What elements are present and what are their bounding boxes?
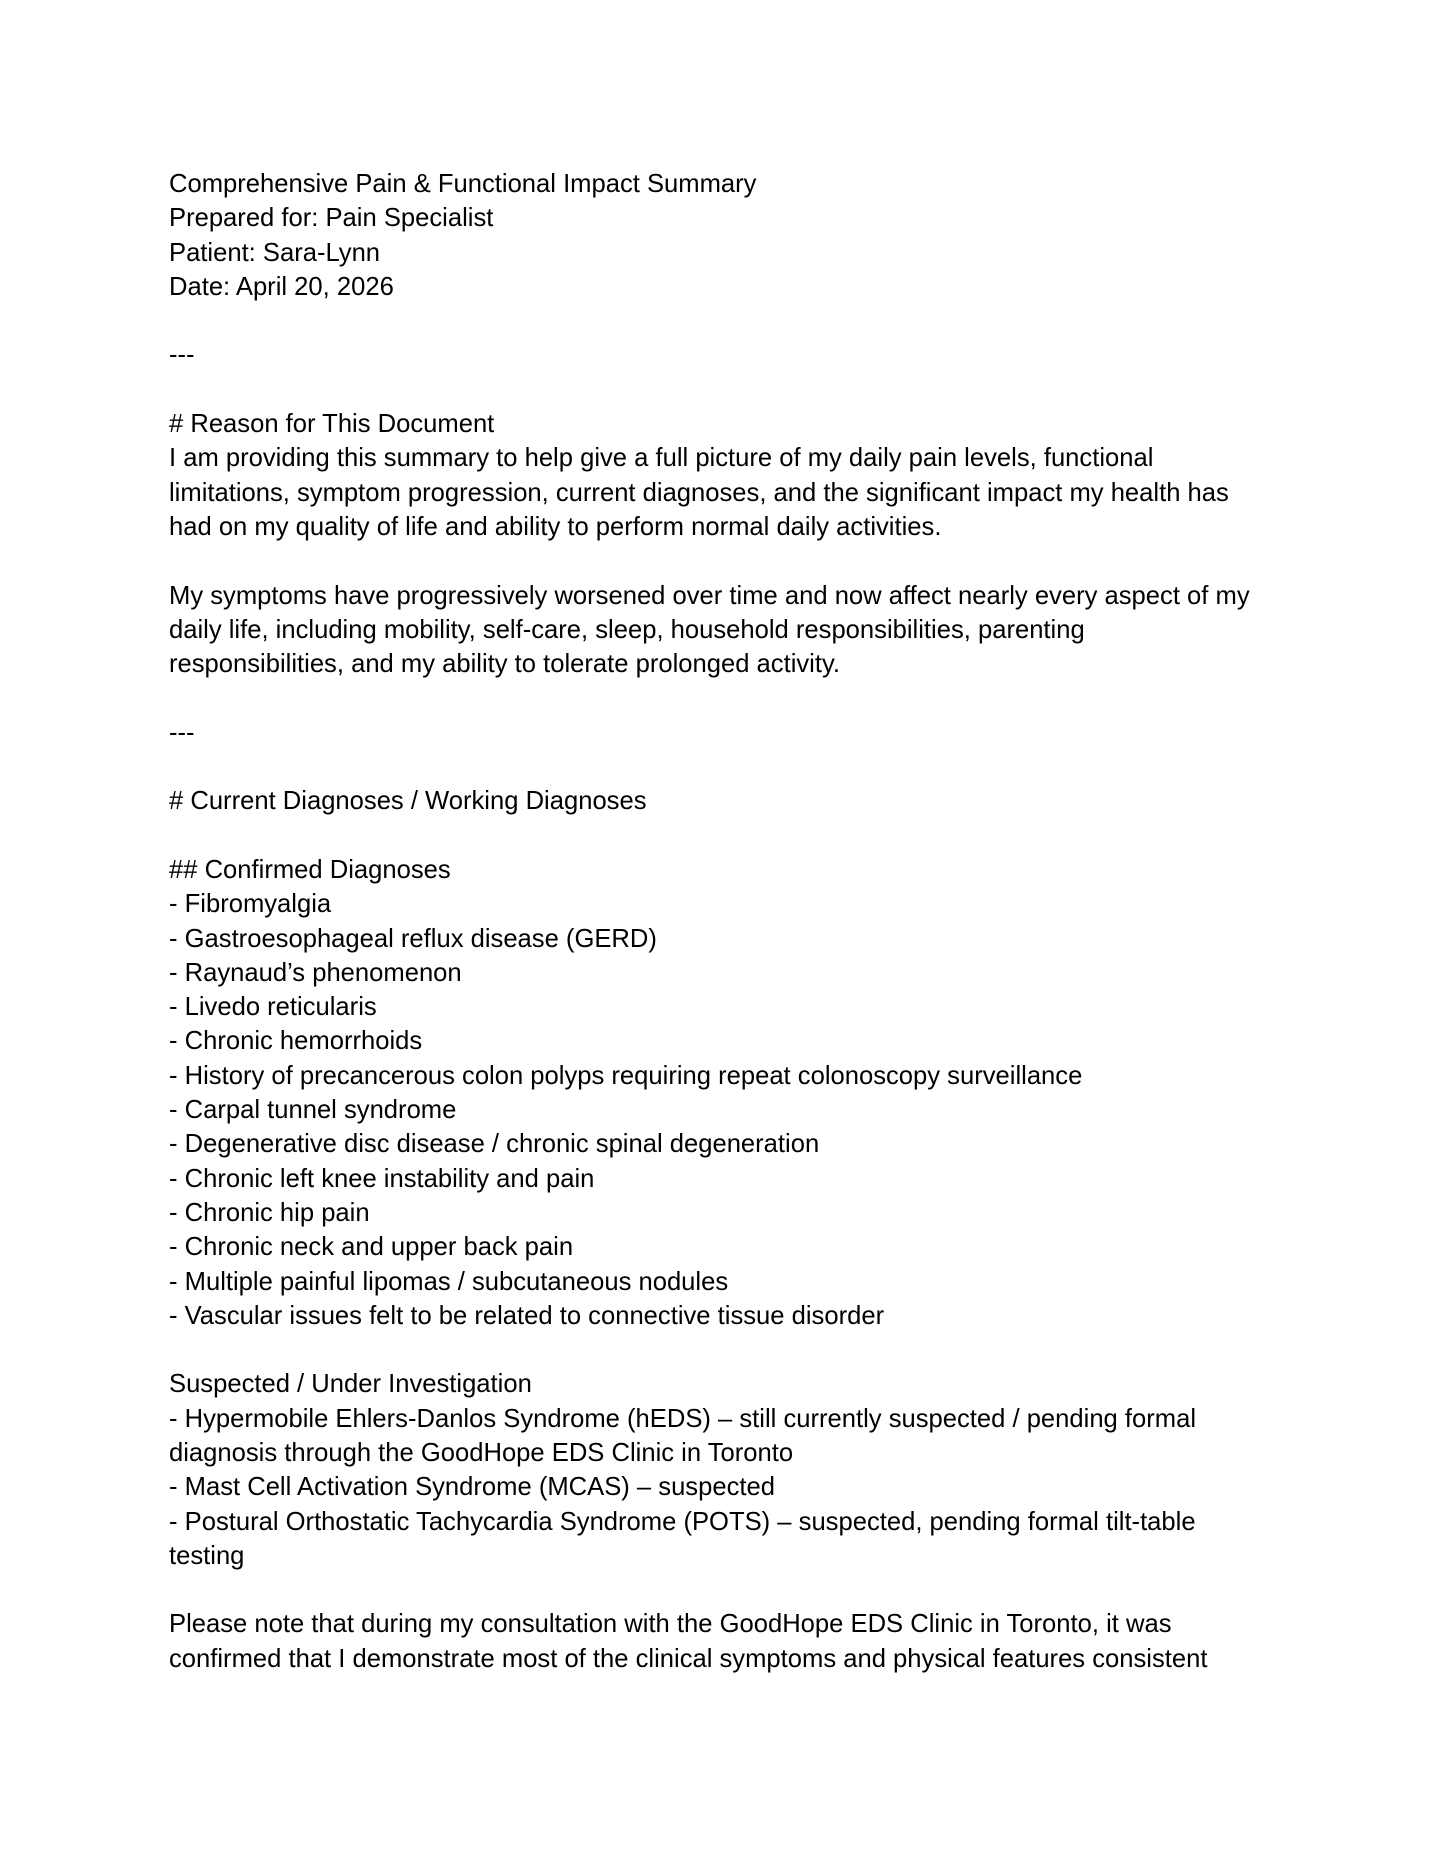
- list-item: testing: [169, 1541, 245, 1570]
- list-item: - Chronic neck and upper back pain: [169, 1233, 574, 1262]
- blank-line: [169, 1333, 1289, 1367]
- paragraph-line: daily life, including mobility, self-care, sleep, household responsibilities, parenting: [169, 615, 1085, 644]
- patient-line: Patient: Sara-Lynn: [169, 238, 381, 267]
- subsection-heading: Suspected / Under Investigation: [169, 1370, 532, 1399]
- diagnoses-section: [169, 784, 1289, 1676]
- list-item: - Chronic left knee instability and pain: [169, 1164, 595, 1193]
- blank-line: [169, 681, 1289, 715]
- list-item: - Vascular issues felt to be related to connective tissue disorder: [169, 1301, 885, 1330]
- suspected-diagnoses-list: [169, 1402, 1289, 1573]
- paragraph-line: Please note that during my consultation with the GoodHope EDS Clinic in Toronto, it was: [169, 1610, 1172, 1639]
- paragraph-line: limitations, symptom progression, current diagnoses, and the significant impact my health has: [169, 478, 1229, 507]
- blank-line: [169, 819, 1289, 853]
- document-page: [169, 167, 1289, 1676]
- document-header: [169, 167, 1289, 304]
- section-heading: # Current Diagnoses / Working Diagnoses: [169, 787, 647, 816]
- blank-line: [169, 1573, 1289, 1607]
- list-item: - Carpal tunnel syndrome: [169, 1096, 457, 1125]
- list-item: - Degenerative disc disease / chronic spinal degeneration: [169, 1130, 820, 1159]
- list-item: - Raynaud’s phenomenon: [169, 958, 462, 987]
- list-item: - Chronic hemorrhoids: [169, 1027, 423, 1056]
- list-item: - Mast Cell Activation Syndrome (MCAS) – suspected: [169, 1473, 775, 1502]
- section-heading: # Reason for This Document: [169, 410, 495, 439]
- paragraph-line: confirmed that I demonstrate most of the clinical symptoms and physical features consistent: [169, 1644, 1208, 1673]
- subsection-heading: ## Confirmed Diagnoses: [169, 855, 451, 884]
- list-item: - Postural Orthostatic Tachycardia Syndrome (POTS) – suspected, pending formal tilt-table: [169, 1507, 1196, 1536]
- document-title: Comprehensive Pain & Functional Impact Summary: [169, 170, 757, 198]
- list-item: - Livedo reticularis: [169, 993, 377, 1022]
- date-line: Date: April 20, 2026: [169, 272, 394, 301]
- separator: ---: [169, 341, 195, 370]
- paragraph-line: responsibilities, and my ability to tolerate prolonged activity.: [169, 650, 840, 679]
- blank-line: [169, 544, 1289, 578]
- list-item: - Fibromyalgia: [169, 890, 332, 919]
- confirmed-diagnoses-list: [169, 887, 1289, 1333]
- separator: ---: [169, 718, 195, 747]
- prepared-for-line: Prepared for: Pain Specialist: [169, 204, 494, 233]
- paragraph-line: My symptoms have progressively worsened over time and now affect nearly every aspect of my: [169, 581, 1250, 610]
- blank-line: [169, 304, 1289, 338]
- paragraph-line: had on my quality of life and ability to perform normal daily activities.: [169, 512, 942, 541]
- paragraph-line: I am providing this summary to help give a full picture of my daily pain levels, functional: [169, 444, 1154, 473]
- list-item: - History of precancerous colon polyps requiring repeat colonoscopy surveillance: [169, 1061, 1083, 1090]
- reason-section: [169, 407, 1289, 681]
- list-item: diagnosis through the GoodHope EDS Clinic in Toronto: [169, 1438, 794, 1467]
- list-item: - Gastroesophageal reflux disease (GERD): [169, 924, 657, 953]
- blank-line: [169, 750, 1289, 784]
- list-item: - Hypermobile Ehlers-Danlos Syndrome (hEDS) – still currently suspected / pending formal: [169, 1404, 1197, 1433]
- blank-line: [169, 373, 1289, 407]
- list-item: - Multiple painful lipomas / subcutaneous nodules: [169, 1267, 729, 1296]
- list-item: - Chronic hip pain: [169, 1198, 370, 1227]
